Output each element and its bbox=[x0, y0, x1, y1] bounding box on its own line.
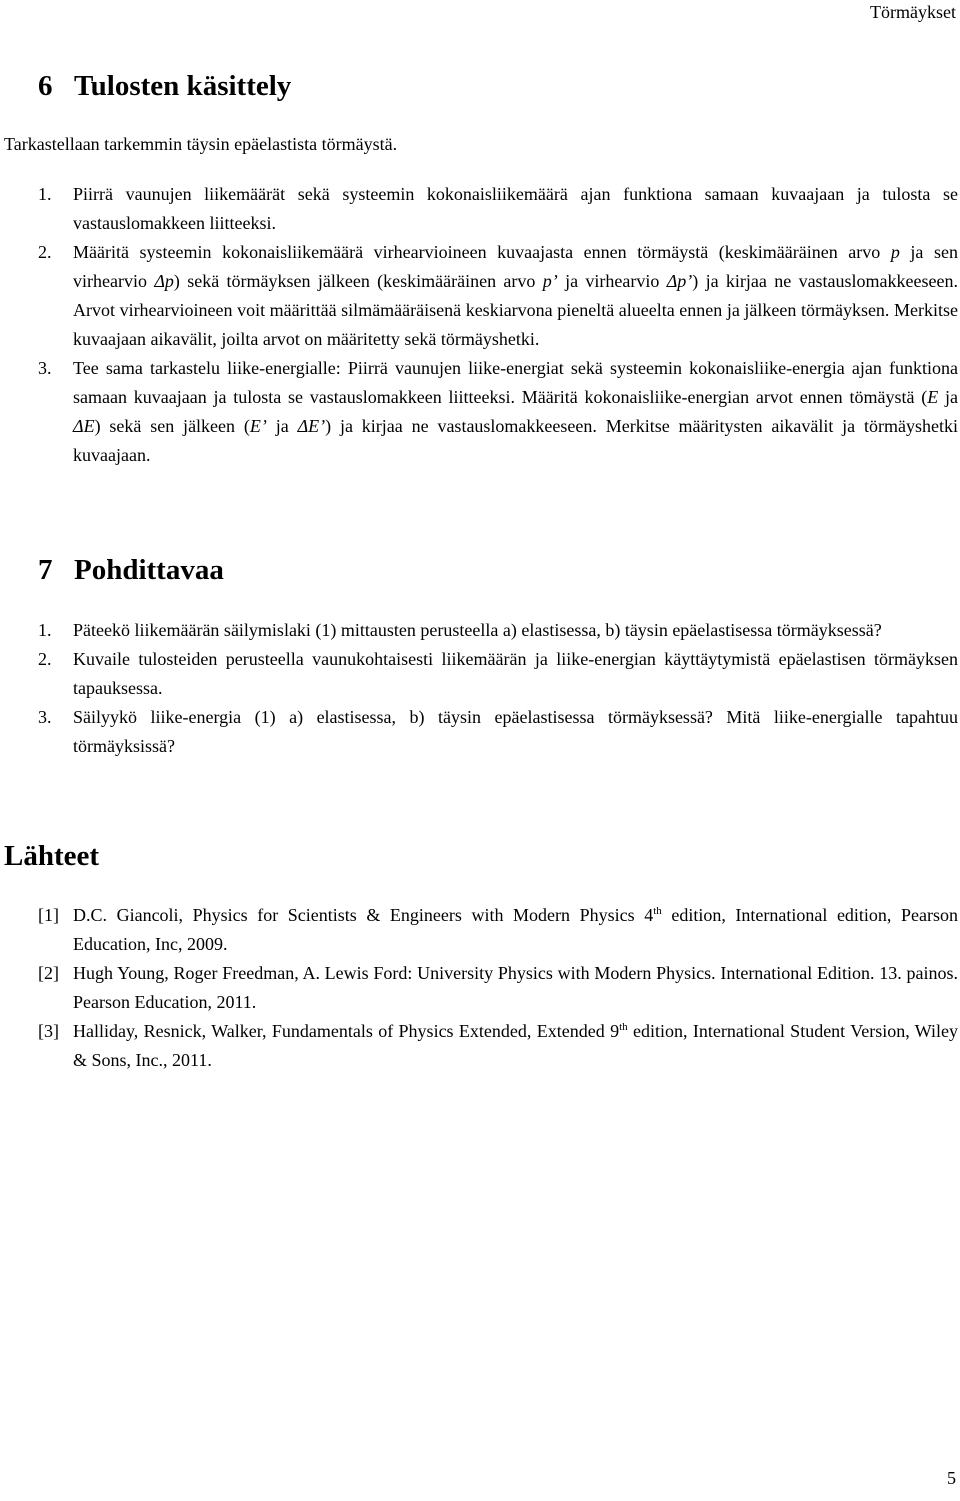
reference-item bbox=[38, 959, 958, 1017]
page-number: 5 bbox=[947, 1468, 956, 1488]
running-header: Törmäykset bbox=[870, 2, 956, 22]
variable: ΔE bbox=[73, 416, 95, 436]
section-title: Pohdittavaa bbox=[74, 554, 224, 586]
variable: p’ bbox=[542, 271, 558, 291]
section-heading-7 bbox=[38, 554, 224, 587]
section-heading-6 bbox=[38, 70, 291, 103]
item-text: Tee sama tarkastelu liike-energialle: Piirrä vaunujen liike-energiat sekä systeemin kokonaisliike-energia ajan funktiona samaan kuvaajaan ja tulosta se vastauslomakkeen liitteeksi. Määritä kokonaisliike-energian arvot ennen tömäystä (E ja ΔE) sekä sen jälkeen (E’ ja ΔE’) ja kirjaa ne vastauslomakkeeseen. Merkitse määritysten aikavälit ja törmäyshetki kuvaajaan. bbox=[73, 358, 958, 465]
list-item bbox=[38, 703, 958, 761]
reference-number: [3] bbox=[38, 1021, 59, 1041]
item-text: Piirrä vaunujen liikemäärät sekä systeemin kokonaisliikemäärä ajan funktiona samaan kuvaajaan ja tulosta se vastauslomakkeen liitteeksi. bbox=[73, 184, 958, 233]
section-title: Tulosten käsittely bbox=[74, 70, 292, 102]
variable: ΔE’ bbox=[297, 416, 326, 436]
reference-list bbox=[38, 901, 958, 1075]
reference-number: [2] bbox=[38, 963, 59, 983]
variable: E’ bbox=[249, 416, 267, 436]
list-item bbox=[38, 354, 958, 470]
question-list bbox=[38, 616, 958, 761]
references-heading: Lähteet bbox=[4, 840, 100, 872]
list-item bbox=[38, 645, 958, 703]
item-text: Päteekö liikemäärän säilymislaki (1) mittausten perusteella a) elastisessa, b) täysin epäelastisessa törmäyksessä? bbox=[73, 620, 882, 640]
item-text: Kuvaile tulosteiden perusteella vaunukohtaisesti liikemäärän ja liike-energian käyttäytymistä epäelastisen törmäyksen tapauksessa. bbox=[73, 649, 958, 698]
intro-paragraph: Tarkastellaan tarkemmin täysin epäelastista törmäystä. bbox=[4, 134, 398, 154]
list-item bbox=[38, 616, 958, 645]
section-number: 7 bbox=[38, 554, 53, 586]
section-number: 6 bbox=[38, 70, 53, 102]
item-number: 1. bbox=[38, 620, 52, 640]
variable: Δp’ bbox=[666, 271, 693, 291]
reference-item bbox=[38, 901, 958, 959]
task-list bbox=[38, 180, 958, 470]
reference-text: Hugh Young, Roger Freedman, A. Lewis Ford: University Physics with Modern Physics. International Edition. 13. painos. Pearson Education, 2011. bbox=[73, 963, 958, 1012]
item-text: Säilyykö liike-energia (1) a) elastisessa, b) täysin epäelastisessa törmäyksessä? Mitä liike-energialle tapahtuu törmäyksissä? bbox=[73, 707, 958, 756]
list-item bbox=[38, 238, 958, 354]
item-number: 3. bbox=[38, 358, 52, 378]
variable: Δp bbox=[154, 271, 174, 291]
item-number: 3. bbox=[38, 707, 52, 727]
reference-item bbox=[38, 1017, 958, 1075]
reference-text: Halliday, Resnick, Walker, Fundamentals of Physics Extended, Extended 9th edition, International Student Version, Wiley & Sons, Inc., 2011. bbox=[73, 1021, 959, 1070]
item-number: 2. bbox=[38, 242, 52, 262]
reference-text: D.C. Giancoli, Physics for Scientists & Engineers with Modern Physics 4th edition, International edition, Pearson Education, Inc, 2009. bbox=[73, 905, 958, 954]
item-number: 2. bbox=[38, 649, 52, 669]
list-item bbox=[38, 180, 958, 238]
item-text: Määritä systeemin kokonaisliikemäärä virhearvioineen kuvaajasta ennen törmäystä (keskimääräinen arvo p ja sen virhearvio Δp) sekä törmäyksen jälkeen (keskimääräinen arvo p’ ja virhearvio Δp’) ja kirjaa ne vastauslomakkeeseen. Arvot virhearvioineen voit määrittää silmämääräisenä keskiarvona pieneltä alueelta ennen ja jälkeen törmäyksen. Merkitse kuvaajaan aikavälit, joilta arvot on määritetty sekä törmäyshetki. bbox=[73, 242, 959, 349]
variable: p bbox=[890, 242, 900, 262]
item-number: 1. bbox=[38, 184, 52, 204]
reference-number: [1] bbox=[38, 905, 59, 925]
variable: E bbox=[927, 387, 939, 407]
